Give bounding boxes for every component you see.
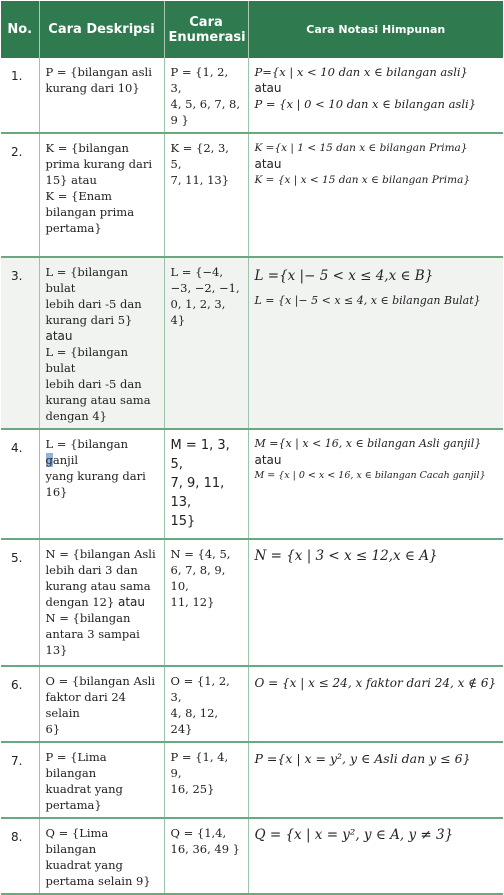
- row-number: 2.: [1, 133, 39, 257]
- notasi-cell: K ={x | 1 < 15 dan x ∈ bilangan Prima} atau K = {x | x < 15 dan x ∈ bilangan Prima}: [254, 142, 471, 186]
- set-notation-table: [1, 1, 503, 895]
- enum-cell: P = {1, 2, 3, 4, 5, 6, 7, 8, 9 }: [164, 58, 248, 133]
- header-row: [1, 1, 503, 58]
- enum-cell: N = {4, 5, 6, 7, 8, 9, 10, 11, 12}: [164, 539, 248, 666]
- table-row: [1, 133, 503, 257]
- table-row: [1, 257, 503, 429]
- table-row: [1, 58, 503, 133]
- notasi-cell: M ={x | x < 16, x ∈ bilangan Asli ganjil} atau M = {x | 0 < x < 16, x ∈ bilangan Cacah ganjil}: [254, 437, 486, 481]
- notasi-cell: O = {x | x ≤ 24, x faktor dari 24, x ∉ 6}: [254, 676, 497, 690]
- notasi-cell: N = {x | 3 < x ≤ 12,x ∈ A}: [254, 548, 438, 564]
- row-number: 7.: [1, 742, 39, 818]
- header-no: No.: [1, 1, 39, 58]
- notasi-cell: P ={x | x = y², y ∈ Asli dan y ≤ 6}: [254, 751, 471, 766]
- desc-cell: L = {bilangan bulat lebih dari -5 dan kurang dari 5} atau L = {bilangan bulat lebih dari -5 dan kurang atau sama dengan 4}: [39, 257, 164, 429]
- enum-cell: K = {2, 3, 5, 7, 11, 13}: [164, 133, 248, 257]
- row-number: 1.: [1, 58, 39, 133]
- header-notasi: Cara Notasi Himpunan: [248, 1, 503, 58]
- header-deskripsi: Cara Deskripsi: [39, 1, 164, 58]
- enum-cell: Q = {1,4, 16, 36, 49 }: [164, 818, 248, 894]
- desc-cell: O = {bilangan Asli faktor dari 24 selain 6}: [39, 666, 164, 742]
- desc-cell: P = {Lima bilangan kuadrat yang pertama}: [39, 742, 164, 818]
- enum-cell: L = {−4, −3, −2, −1, 0, 1, 2, 3, 4}: [164, 257, 248, 429]
- row-number: 3.: [1, 257, 39, 429]
- row-number: 6.: [1, 666, 39, 742]
- notasi-cell: Q = {x | x = y², y ∈ A, y ≠ 3}: [254, 827, 454, 843]
- row-number: 5.: [1, 539, 39, 666]
- table-row: [1, 539, 503, 666]
- desc-cell: K = {bilangan prima kurang dari 15} atau K = {Enam bilangan prima pertama}: [39, 133, 164, 257]
- notasi-cell: P={x | x < 10 dan x ∈ bilangan asli} atau P = {x | 0 < 10 dan x ∈ bilangan asli}: [254, 65, 477, 111]
- desc-cell: L = {bilangan ganjil yang kurang dari 16}: [39, 429, 164, 539]
- enum-cell: P = {1, 4, 9, 16, 25}: [164, 742, 248, 818]
- desc-cell: Q = {Lima bilangan kuadrat yang pertama selain 9}: [39, 818, 164, 894]
- enum-cell: M = 1, 3, 5, 7, 9, 11, 13, 15}: [164, 429, 248, 539]
- table-row: [1, 666, 503, 742]
- notasi-cell: L ={x |− 5 < x ≤ 4,x ∈ B} L = {x |− 5 < x ≤ 4, x ∈ bilangan Bulat}: [254, 268, 481, 307]
- desc-cell: N = {bilangan Asli lebih dari 3 dan kurang atau sama dengan 12} atau N = {bilangan antara 3 sampai 13}: [39, 539, 164, 666]
- header-enumerasi: Cara Enumerasi: [164, 1, 248, 58]
- row-number: 8.: [1, 818, 39, 894]
- table-row: [1, 818, 503, 894]
- row-number: 4.: [1, 429, 39, 539]
- desc-cell: P = {bilangan asli kurang dari 10}: [39, 58, 164, 133]
- table-row: [1, 742, 503, 818]
- enum-cell: O = {1, 2, 3, 4, 8, 12, 24}: [164, 666, 248, 742]
- table-row: [1, 429, 503, 539]
